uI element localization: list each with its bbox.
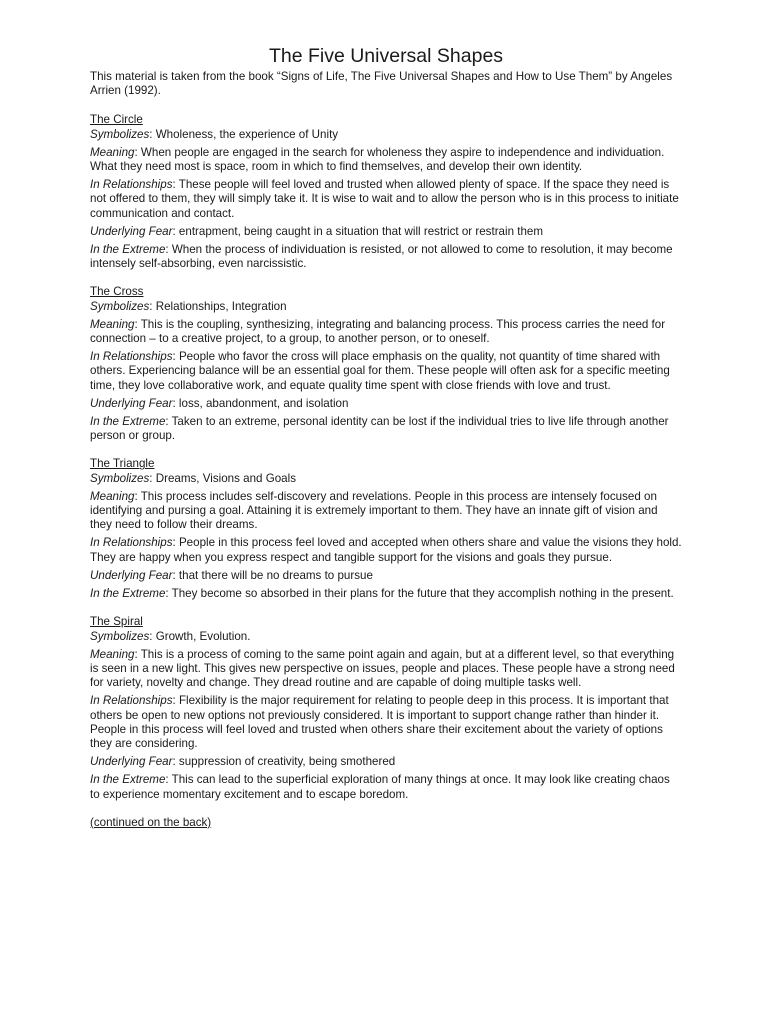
symbolizes-label: Symbolizes bbox=[90, 299, 150, 313]
meaning-label: Meaning bbox=[90, 489, 135, 503]
relationships-paragraph bbox=[90, 694, 682, 751]
continued-note: (continued on the back) bbox=[90, 815, 212, 829]
meaning-paragraph bbox=[90, 146, 682, 174]
section-triangle bbox=[90, 457, 682, 601]
symbolizes-label: Symbolizes bbox=[90, 471, 150, 485]
symbolizes-label: Symbolizes bbox=[90, 629, 150, 643]
extreme-label: In the Extreme bbox=[90, 587, 166, 601]
fear-label: Underlying Fear bbox=[90, 396, 173, 410]
fear-text: : loss, abandonment, and isolation bbox=[172, 396, 349, 410]
symbolizes-text: : Dreams, Visions and Goals bbox=[149, 471, 296, 485]
fear-text: : that there will be no dreams to pursue bbox=[172, 568, 373, 582]
meaning-text: : When people are engaged in the search for wholeness they aspire to independence and individuation. What they need most is space, room in which to find themselves, and develop their own identity. bbox=[90, 145, 665, 174]
symbolizes-line bbox=[90, 300, 682, 314]
fear-paragraph bbox=[90, 569, 682, 583]
symbolizes-line bbox=[90, 128, 682, 142]
extreme-label: In the Extreme bbox=[90, 415, 166, 429]
symbolizes-line bbox=[90, 630, 682, 644]
symbolizes-text: : Relationships, Integration bbox=[149, 299, 287, 313]
intro-paragraph: This material is taken from the book “Signs of Life, The Five Universal Shapes and How to Use Them” by Angeles Arrien (1992). bbox=[90, 70, 673, 98]
relationships-text: : Flexibility is the major requirement for relating to people deep in this process. It is important that others be open to new options not previously considered. It is important to support change rather than hinder it. People in this process will feel loved and trusted when others share their excitement about the variety of options they are considering. bbox=[90, 694, 669, 750]
meaning-paragraph bbox=[90, 490, 682, 533]
extreme-paragraph bbox=[90, 587, 682, 601]
relationships-label: In Relationships bbox=[90, 536, 173, 550]
fear-text: : entrapment, being caught in a situation that will restrict or restrain them bbox=[172, 224, 544, 238]
extreme-text: : This can lead to the superficial exploration of many things at once. It may look like creating chaos to experience momentary excitement and to escape boredom. bbox=[90, 773, 670, 801]
meaning-text: : This is the coupling, synthesizing, integrating and balancing process. This process carries the need for connection – to a creative project, to a group, to another person, or to oneself. bbox=[90, 317, 666, 346]
symbolizes-label: Symbolizes bbox=[90, 127, 150, 141]
extreme-label: In the Extreme bbox=[90, 243, 166, 257]
extreme-text: : Taken to an extreme, personal identity can be lost if the individual tries to live life through another person or group. bbox=[90, 415, 669, 443]
meaning-paragraph bbox=[90, 318, 682, 346]
relationships-text: : These people will feel loved and trusted when allowed plenty of space. If the space they need is not offered to them, they will simply take it. It is wise to wait and to allow the person who is in this process to initiate communication and contact. bbox=[90, 178, 679, 220]
document-page bbox=[90, 44, 682, 842]
fear-paragraph bbox=[90, 225, 682, 239]
relationships-label: In Relationships bbox=[90, 350, 173, 364]
relationships-paragraph bbox=[90, 536, 682, 564]
section-circle bbox=[90, 113, 682, 271]
relationships-text: : People in this process feel loved and accepted when others share and value the visions they hold. They are happy when you express respect and tangible support for the visions and goals they pursue. bbox=[90, 536, 682, 564]
relationships-paragraph bbox=[90, 350, 682, 393]
meaning-label: Meaning bbox=[90, 647, 135, 661]
symbolizes-text: : Wholeness, the experience of Unity bbox=[149, 127, 339, 141]
extreme-text: : They become so absorbed in their plans for the future that they accomplish nothing in the present. bbox=[165, 587, 674, 601]
section-heading: The Triangle bbox=[90, 457, 155, 471]
symbolizes-text: : Growth, Evolution. bbox=[149, 629, 251, 643]
fear-label: Underlying Fear bbox=[90, 755, 173, 769]
extreme-text: : When the process of individuation is resisted, or not allowed to come to resolution, it may become intensely self-absorbing, even narcissistic. bbox=[90, 243, 673, 271]
extreme-label: In the Extreme bbox=[90, 773, 166, 787]
extreme-paragraph bbox=[90, 243, 682, 271]
section-heading: The Circle bbox=[90, 113, 143, 127]
fear-paragraph bbox=[90, 397, 682, 411]
section-heading: The Spiral bbox=[90, 615, 143, 629]
fear-text: : suppression of creativity, being smothered bbox=[172, 755, 396, 769]
meaning-paragraph bbox=[90, 648, 682, 691]
symbolizes-line bbox=[90, 472, 682, 486]
document-title: The Five Universal Shapes bbox=[268, 45, 504, 67]
meaning-label: Meaning bbox=[90, 145, 135, 159]
extreme-paragraph bbox=[90, 415, 682, 443]
relationships-text: : People who favor the cross will place emphasis on the quality, not quantity of time shared with others. Experiencing balance will be an essential goal for them. These people will often ask for a specific meeting time, they love collaborative work, and equate quality time spent with close friends with love and trust. bbox=[90, 350, 670, 392]
fear-label: Underlying Fear bbox=[90, 568, 173, 582]
section-heading: The Cross bbox=[90, 285, 144, 299]
fear-label: Underlying Fear bbox=[90, 224, 173, 238]
relationships-paragraph bbox=[90, 178, 682, 221]
relationships-label: In Relationships bbox=[90, 694, 173, 708]
relationships-label: In Relationships bbox=[90, 178, 173, 192]
meaning-label: Meaning bbox=[90, 317, 135, 331]
section-cross bbox=[90, 285, 682, 443]
extreme-paragraph bbox=[90, 773, 682, 801]
fear-paragraph bbox=[90, 755, 682, 769]
section-spiral bbox=[90, 615, 682, 801]
meaning-text: : This process includes self-discovery and revelations. People in this process are intensely focused on identifying and pursing a goal. Attaining it is extremely important to them. They have an innate gift of vision and they need to follow their dreams. bbox=[90, 489, 658, 532]
meaning-text: : This is a process of coming to the same point again and again, but at a different level, so that everything is seen in a new light. This gives new perspective on issues, people and places. These people have a strong need for variety, novelty and change. They dread routine and are capable of doing multiple tasks well. bbox=[90, 647, 675, 690]
